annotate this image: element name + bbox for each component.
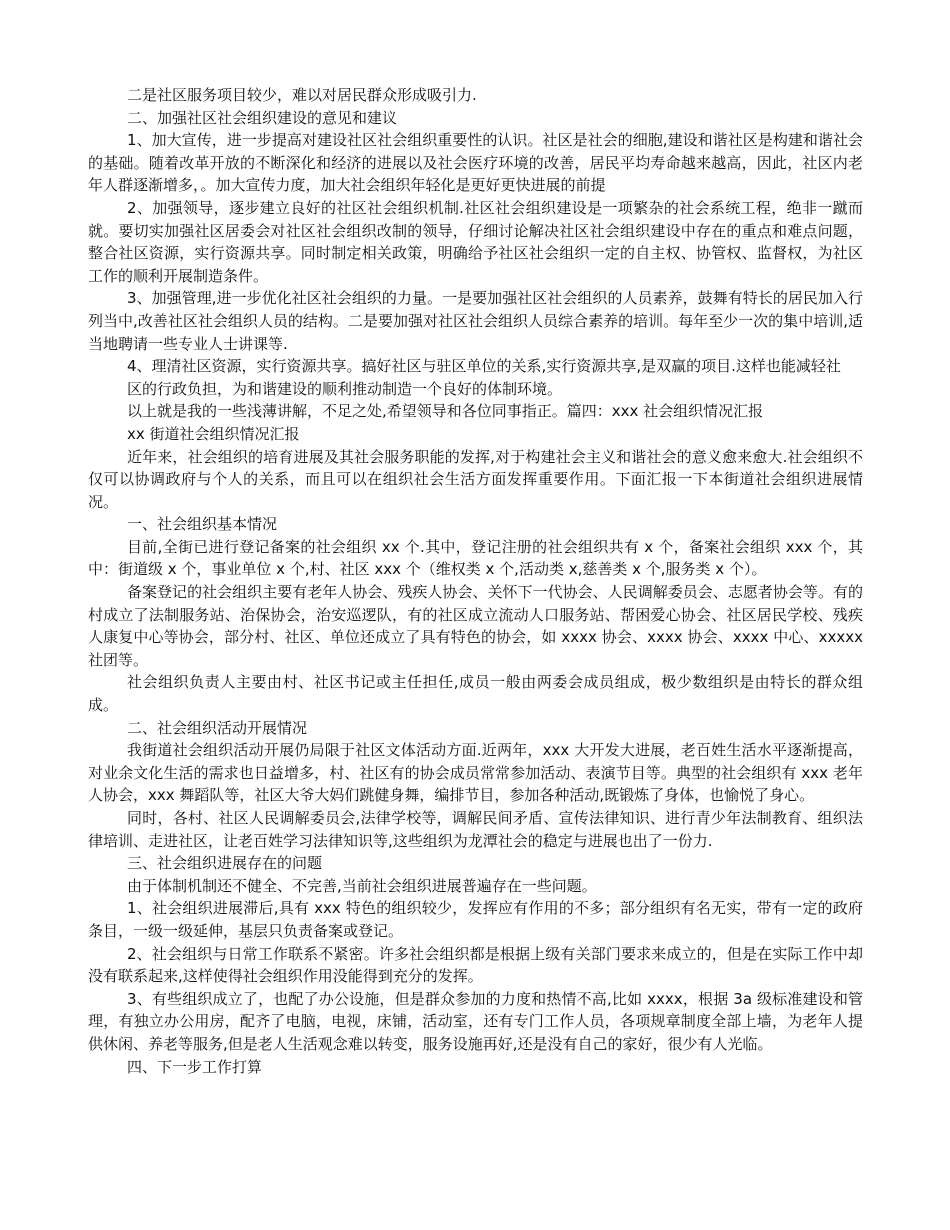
paragraph: 社会组织负责人主要由村、社区书记或主任担任,成员一般由两委会成员组成，极少数组织是由特长的群众组成。 xyxy=(88,673,863,715)
section-heading: 一、社会组织基本情况 xyxy=(127,515,278,534)
paragraph: 由于体制机制还不健全、不完善,当前社会组织进展普遍存在一些问题。 xyxy=(127,876,597,895)
paragraph: 备案登记的社会组织主要有老年人协会、残疾人协会、关怀下一代协会、人民调解委员会、志愿者协会等。有的村成立了法制服务站、治保协会，治安巡逻队，有的社区成立流动人口服务站、帮困爱心协会、社区居民学校、残疾人康复中心等协会，部分村、社区、单位还成立了具有特色的协会，如 xxxx 协会、xxxx 协会、xxxx 中心、xxxxx 社团等。 xyxy=(88,583,863,669)
section-heading: 三、社会组织进展存在的问题 xyxy=(127,854,323,873)
paragraph: 二是社区服务项目较少，难以对居民群众形成吸引力. xyxy=(127,86,477,104)
paragraph: 4、理清社区资源，实行资源共享。搞好社区与驻区单位的关系,实行资源共享,是双赢的项目.这样也能减轻社 xyxy=(127,357,841,376)
paragraph: 区的行政负担，为和谐建设的顺利推动制造一个良好的体制环境。 xyxy=(127,379,563,398)
paragraph: 2、社会组织与日常工作联系不紧密。许多社会组织都是根据上级有关部门要求来成立的，但是在实际工作中却没有联系起来,这样使得社会组织作用没能得到充分的发挥。 xyxy=(88,944,863,986)
paragraph: 目前,全街已进行登记备案的社会组织 xx 个.其中，登记注册的社会组织共有 x 个，备案社会组织 xxx 个，其中：街道级 x 个，事业单位 x 个,村、社区 xxx 个（维权类 x 个,活动类 x,慈善类 x 个,服务类 x 个）。 xyxy=(88,537,863,579)
paragraph: 同时，各村、社区人民调解委员会,法律学校等，调解民间矛盾、宣传法律知识、进行青少年法制教育、组织法律培训、走进社区，让老百姓学习法律知识等,这些组织为龙潭社会的稳定与进展也出了一份力. xyxy=(88,809,863,850)
paragraph: 3、有些组织成立了，也配了办公设施，但是群众参加的力度和热情不高,比如 xxxx，根据 3a 级标准建设和管理，有独立办公用房，配齐了电脑，电视，床铺，活动室，还有专门工作人员，各项规章制度全部上墙，为老年人提供休闲、养老等服务,但是老人生活观念难以转变，服务设施再好,还是没有自己的家好，很少有人光临。 xyxy=(88,989,863,1053)
paragraph: 3、加强管理,进一步优化社区社会组织的力量。一是要加强社区社会组织的人员素养，鼓舞有特长的居民加入行列当中,改善社区社会组织人员的结构。二是要加强对社区社会组织人员综合素养的培训。每年至少一次的集中培训,适当地聘请一些专业人士讲课等. xyxy=(88,289,863,353)
paragraph: 1、加大宣传，进一步提高对建设社区社会组织重要性的认识。社区是社会的细胞,建设和谐社区是构建和谐社会的基础。随着改革开放的不断深化和经济的进展以及社会医疗环境的改善，居民平均寿命越来越高，因此，社区内老年人群逐渐增多，。加大宣传力度，加大社会组织年轻化是更好更快进展的前提 xyxy=(88,131,863,195)
report-title: xx 街道社会组织情况汇报 xyxy=(127,424,300,443)
paragraph: 近年来，社会组织的培育进展及其社会服务职能的发挥,对于构建社会主义和谐社会的意义愈来愈大.社会组织不仅可以协调政府与个人的关系，而且可以在组织社会生活方面发挥重要作用。下面汇报一下本街道社会组织进展情况。 xyxy=(88,447,863,511)
section-heading: 二、加强社区社会组织建设的意见和建议 xyxy=(127,108,398,127)
paragraph: 2、加强领导，逐步建立良好的社区社会组织机制.社区社会组织建设是一项繁杂的社会系统工程，绝非一蹴而就。要切实加强社区居委会对社区社会组织改制的领导，仔细讨论解决社区社会组织建设中存在的重点和难点问题，整合社区资源，实行资源共享。同时制定相关政策，明确给予社区社会组织一定的自主权、协管权、监督权，为社区工作的顺利开展制造条件。 xyxy=(88,198,863,285)
paragraph: 我街道社会组织活动开展仍局限于社区文体活动方面.近两年，xxx 大开发大进展，老百姓生活水平逐渐提高，对业余文化生活的需求也日益增多，村、社区有的协会成员常常参加活动、表演节目等。典型的社会组织有 xxx 老年人协会，xxx 舞蹈队等，社区大爷大妈们跳健身舞，编排节目，参加各种活动,既锻炼了身体，也愉悦了身心。 xyxy=(88,741,863,805)
section-heading: 四、下一步工作打算 xyxy=(127,1057,263,1076)
paragraph: 1、社会组织进展滞后,具有 xxx 特色的组织较少，发挥应有作用的不多；部分组织有名无实，带有一定的政府条目，一级一级延伸，基层只负责备案或登记。 xyxy=(88,899,863,940)
section-heading: 二、社会组织活动开展情况 xyxy=(127,718,308,737)
document-body xyxy=(88,84,863,1078)
paragraph: 以上就是我的一些浅薄讲解，不足之处,希望领导和各位同事指正。篇四：xxx 社会组织情况汇报 xyxy=(127,402,764,421)
